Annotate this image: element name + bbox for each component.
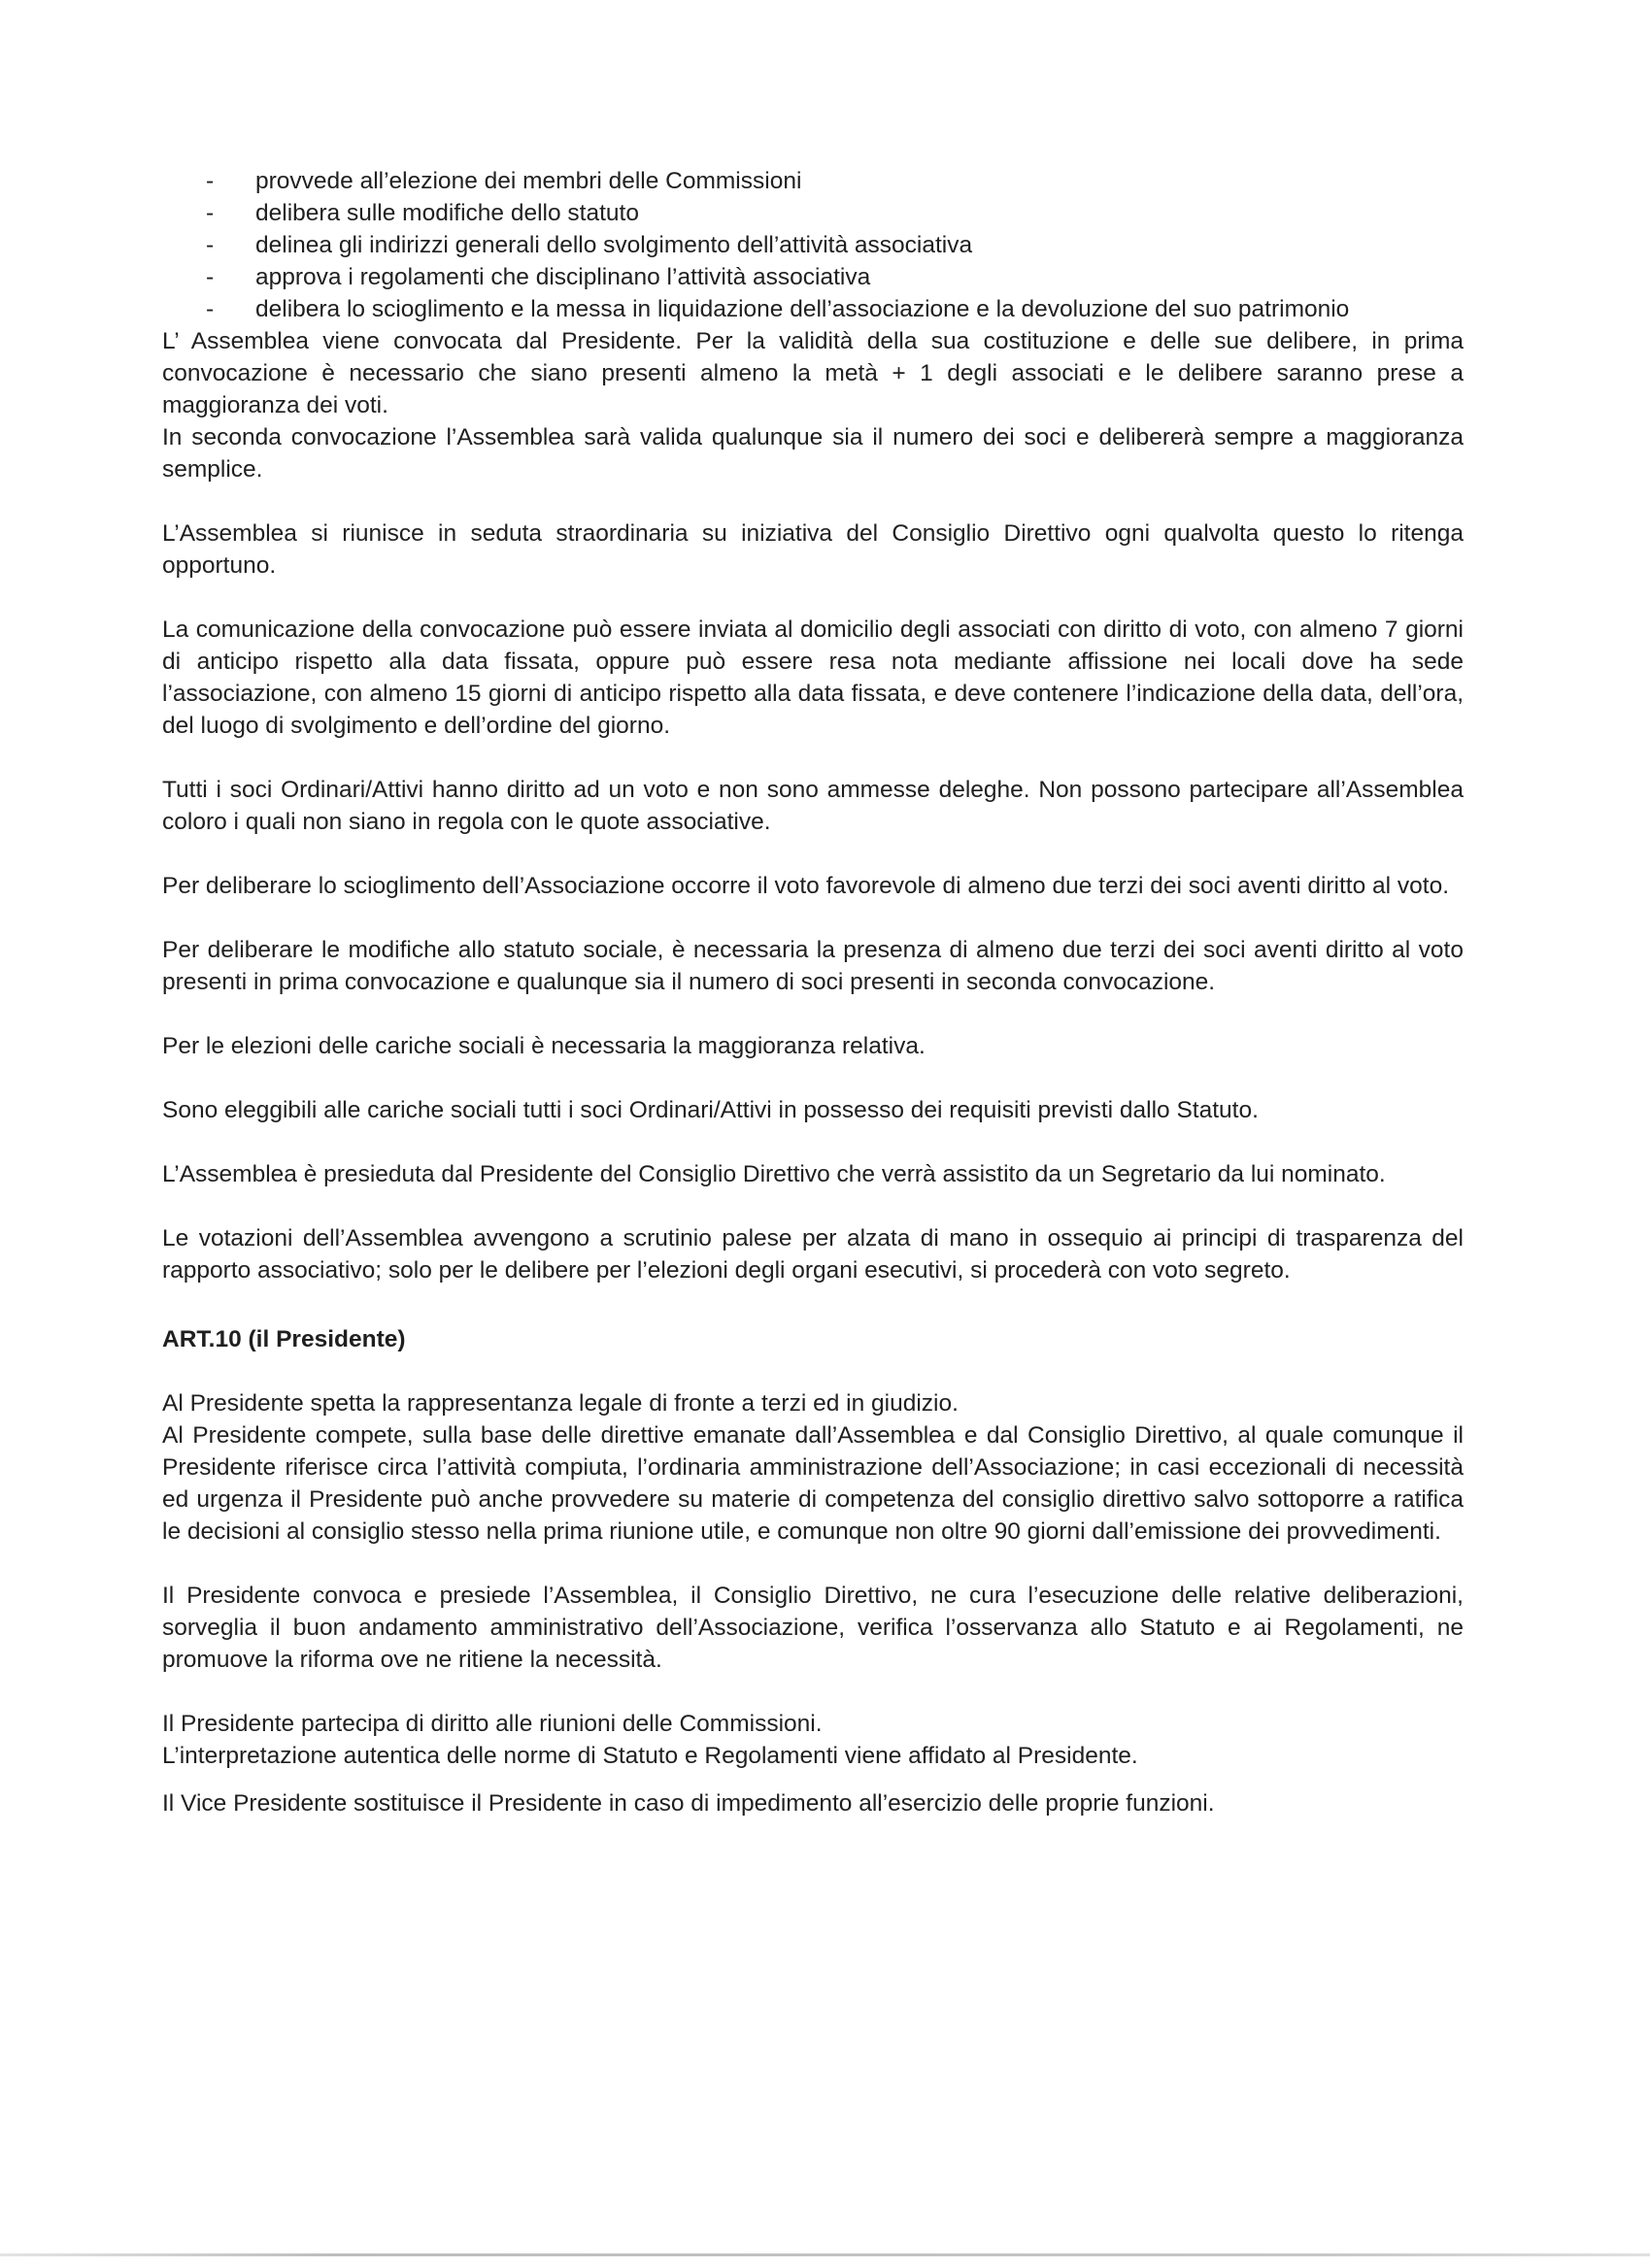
paragraph-commissions: Il Presidente partecipa di diritto alle riunioni delle Commissioni. bbox=[162, 1711, 823, 1737]
paragraph-eligibility: Sono eleggibili alle cariche sociali tutti i soci Ordinari/Attivi in possesso dei requisiti previsti dallo Statuto. bbox=[162, 1097, 1259, 1123]
list-item bbox=[162, 293, 1464, 325]
paragraph-legal-representation: Al Presidente spetta la rappresentanza legale di fronte a terzi ed in giudizio. bbox=[162, 1390, 959, 1417]
paragraph-convocation: L’ Assemblea viene convocata dal Presidente. Per la validità della sua costituzione e delle sue delibere, in prima convocazione è necessario che siano presenti almeno la metà + 1 degli associati e le delibere saranno prese a maggioranza dei voti. bbox=[162, 328, 1464, 418]
list-item-text: provvede all’elezione dei membri delle Commissioni bbox=[255, 168, 802, 194]
paragraph-vice-president: Il Vice Presidente sostituisce il Presidente in caso di impedimento all’esercizio delle proprie funzioni. bbox=[162, 1790, 1215, 1817]
article-heading: ART.10 (il Presidente) bbox=[162, 1326, 406, 1352]
scan-edge-line bbox=[0, 2253, 1650, 2256]
paragraph-extraordinary-session: L’Assemblea si riunisce in seduta straordinaria su iniziativa del Consiglio Direttivo ogni qualvolta questo lo ritenga opportuno. bbox=[162, 520, 1464, 579]
list-item bbox=[162, 165, 1464, 197]
bullet-dash: - bbox=[206, 168, 215, 194]
paragraph-interpretation: L’interpretazione autentica delle norme di Statuto e Regolamenti viene affidato al Presidente. bbox=[162, 1743, 1138, 1769]
paragraph-dissolution: Per deliberare lo scioglimento dell’Associazione occorre il voto favorevole di almeno due terzi dei soci aventi diritto al voto. bbox=[162, 873, 1450, 899]
list-item bbox=[162, 261, 1464, 293]
document-page bbox=[162, 165, 1464, 1819]
bullet-dash: - bbox=[206, 296, 215, 322]
list-item-text: delibera sulle modifiche dello statuto bbox=[255, 200, 639, 226]
paragraph-statute-changes: Per deliberare le modifiche allo statuto sociale, è necessaria la presenza di almeno due terzi dei soci aventi diritto al voto presenti in prima convocazione e qualunque sia il numero di soci presenti in seconda convocazione. bbox=[162, 937, 1464, 995]
list-item-text: delibera lo scioglimento e la messa in liquidazione dell’associazione e la devoluzione del suo patrimonio bbox=[255, 296, 1350, 322]
paragraph-chairmanship: L’Assemblea è presieduta dal Presidente del Consiglio Direttivo che verrà assistito da un Segretario da lui nominato. bbox=[162, 1161, 1386, 1187]
list-item-text: delinea gli indirizzi generali dello svolgimento dell’attività associativa bbox=[255, 232, 973, 258]
assembly-duties-list bbox=[162, 165, 1464, 325]
paragraph-president-competence: Al Presidente compete, sulla base delle direttive emanate dall’Assemblea e dal Consiglio Direttivo, al quale comunque il Presidente riferisce circa l’attività compiuta, l’ordinaria amministrazione dell’Associazione; in casi eccezionali di necessità ed urgenza il Presidente può anche provvedere su materie di competenza del consiglio direttivo salvo sottoporre a ratifica le decisioni al consiglio stesso nella prima riunione utile, e comunque non oltre 90 giorni dall’emissione dei provvedimenti. bbox=[162, 1422, 1464, 1545]
paragraph-voting-rights: Tutti i soci Ordinari/Attivi hanno diritto ad un voto e non sono ammesse deleghe. Non possono partecipare all’Assemblea coloro i quali non siano in regola con le quote associative. bbox=[162, 777, 1464, 835]
list-item bbox=[162, 229, 1464, 261]
paragraph-voting-method: Le votazioni dell’Assemblea avvengono a scrutinio palese per alzata di mano in ossequio ai principi di trasparenza del rapporto associativo; solo per le delibere per l’elezioni degli organi esecutivi, si procederà con voto segreto. bbox=[162, 1225, 1464, 1284]
bullet-dash: - bbox=[206, 200, 215, 226]
list-item-text: approva i regolamenti che disciplinano l’attività associativa bbox=[255, 264, 871, 290]
bullet-dash: - bbox=[206, 232, 215, 258]
paragraph-communication: La comunicazione della convocazione può essere inviata al domicilio degli associati con diritto di voto, con almeno 7 giorni di anticipo rispetto alla data fissata, oppure può essere resa nota mediante affissione nei locali dove ha sede l’associazione, con almeno 15 giorni di anticipo rispetto alla data fissata, e deve contenere l’indicazione della data, dell’ora, del luogo di svolgimento e dell’ordine del giorno. bbox=[162, 617, 1464, 739]
bullet-dash: - bbox=[206, 264, 215, 290]
paragraph-elections: Per le elezioni delle cariche sociali è necessaria la maggioranza relativa. bbox=[162, 1033, 926, 1059]
list-item bbox=[162, 197, 1464, 229]
paragraph-president-duties: Il Presidente convoca e presiede l’Assemblea, il Consiglio Direttivo, ne cura l’esecuzione delle relative deliberazioni, sorveglia il buon andamento amministrativo dell’Associazione, verifica l’osservanza allo Statuto e ai Regolamenti, ne promuove la riforma ove ne ritiene la necessità. bbox=[162, 1583, 1464, 1673]
paragraph-second-convocation: In seconda convocazione l’Assemblea sarà valida qualunque sia il numero dei soci e delibererà sempre a maggioranza semplice. bbox=[162, 424, 1464, 483]
